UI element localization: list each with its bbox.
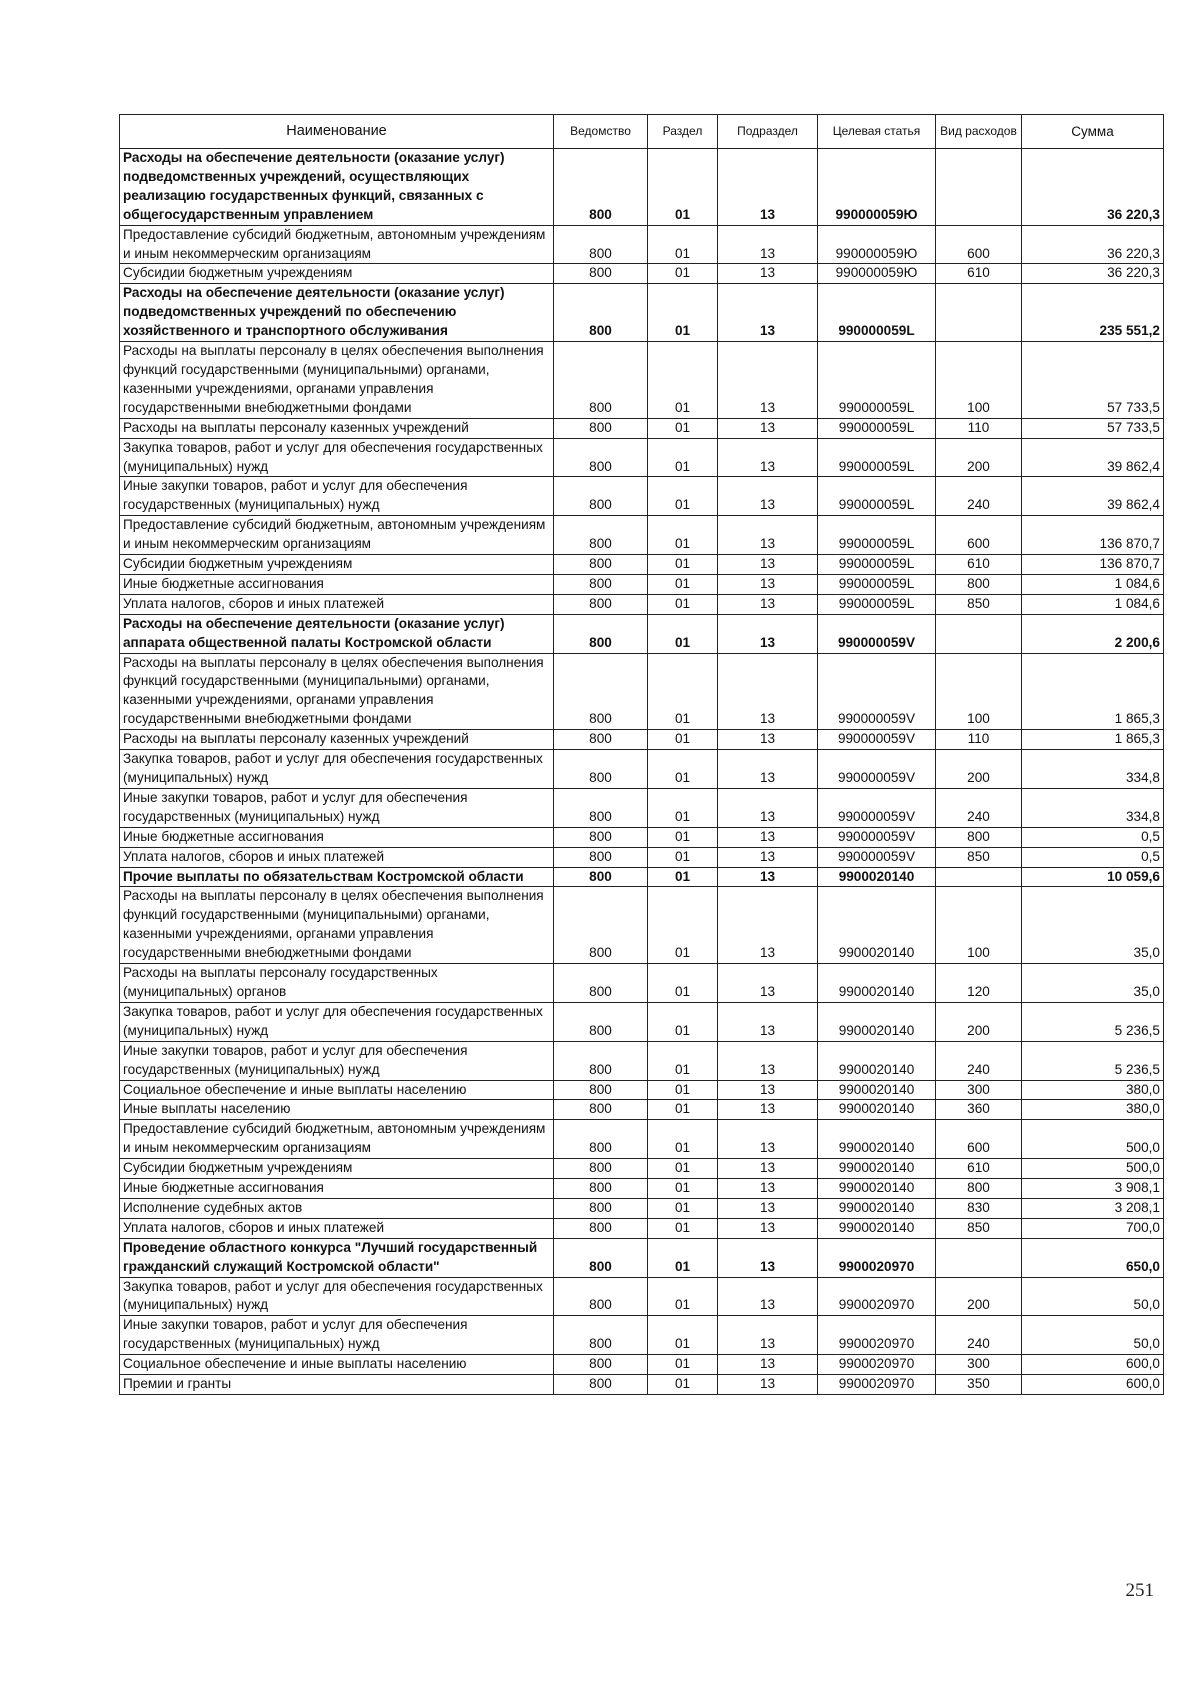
cell-name: Предоставление субсидий бюджетным, автономным учреждениям и иным некоммерческим организациям bbox=[120, 516, 554, 555]
cell-vid-rashodov: 240 bbox=[936, 1041, 1022, 1080]
cell-razdel: 01 bbox=[648, 887, 718, 964]
cell-vedomstvo: 800 bbox=[554, 750, 648, 789]
cell-razdel: 01 bbox=[648, 1100, 718, 1120]
cell-razdel: 01 bbox=[648, 418, 718, 438]
table-row bbox=[120, 1179, 1164, 1199]
cell-razdel: 01 bbox=[648, 1159, 718, 1179]
cell-razdel: 01 bbox=[648, 342, 718, 419]
cell-summa: 650,0 bbox=[1022, 1238, 1164, 1277]
cell-vedomstvo: 800 bbox=[554, 730, 648, 750]
cell-name: Субсидии бюджетным учреждениям bbox=[120, 264, 554, 284]
cell-summa: 1 865,3 bbox=[1022, 730, 1164, 750]
table-row bbox=[120, 827, 1164, 847]
cell-name: Расходы на выплаты персоналу в целях обеспечения выполнения функций государственными (муниципальными) органами, казенными учреждениями, органами управления государственными внебюджетными фондами bbox=[120, 887, 554, 964]
cell-name: Социальное обеспечение и иные выплаты населению bbox=[120, 1355, 554, 1375]
cell-razdel: 01 bbox=[648, 264, 718, 284]
cell-razdel: 01 bbox=[648, 1080, 718, 1100]
cell-name: Расходы на обеспечение деятельности (оказание услуг) подведомственных учреждений по обеспечению хозяйственного и транспортного обслуживания bbox=[120, 284, 554, 342]
cell-podrazdel: 13 bbox=[718, 1002, 818, 1041]
cell-razdel: 01 bbox=[648, 847, 718, 867]
cell-razdel: 01 bbox=[648, 1179, 718, 1199]
cell-name: Уплата налогов, сборов и иных платежей bbox=[120, 594, 554, 614]
cell-vedomstvo: 800 bbox=[554, 284, 648, 342]
cell-vedomstvo: 800 bbox=[554, 477, 648, 516]
cell-podrazdel: 13 bbox=[718, 1355, 818, 1375]
cell-podrazdel: 13 bbox=[718, 827, 818, 847]
cell-podrazdel: 13 bbox=[718, 264, 818, 284]
cell-celevaya-statya: 990000059Ю bbox=[818, 225, 936, 264]
cell-name: Закупка товаров, работ и услуг для обеспечения государственных (муниципальных) нужд bbox=[120, 1277, 554, 1316]
cell-podrazdel: 13 bbox=[718, 1316, 818, 1355]
cell-vedomstvo: 800 bbox=[554, 1355, 648, 1375]
cell-podrazdel: 13 bbox=[718, 730, 818, 750]
cell-podrazdel: 13 bbox=[718, 1159, 818, 1179]
cell-summa: 500,0 bbox=[1022, 1159, 1164, 1179]
cell-summa: 334,8 bbox=[1022, 788, 1164, 827]
cell-vedomstvo: 800 bbox=[554, 574, 648, 594]
cell-razdel: 01 bbox=[648, 1355, 718, 1375]
cell-vedomstvo: 800 bbox=[554, 1316, 648, 1355]
cell-vedomstvo: 800 bbox=[554, 1041, 648, 1080]
cell-vid-rashodov: 360 bbox=[936, 1100, 1022, 1120]
cell-name: Иные закупки товаров, работ и услуг для обеспечения государственных (муниципальных) нужд bbox=[120, 1041, 554, 1080]
header-vedomstvo: Ведомство bbox=[554, 115, 648, 149]
cell-vedomstvo: 800 bbox=[554, 1002, 648, 1041]
cell-celevaya-statya: 9900020140 bbox=[818, 1041, 936, 1080]
table-row bbox=[120, 1100, 1164, 1120]
cell-vid-rashodov: 200 bbox=[936, 438, 1022, 477]
header-razdel: Раздел bbox=[648, 115, 718, 149]
table-row bbox=[120, 653, 1164, 730]
cell-celevaya-statya: 9900020140 bbox=[818, 1120, 936, 1159]
cell-razdel: 01 bbox=[648, 555, 718, 575]
cell-celevaya-statya: 9900020140 bbox=[818, 1080, 936, 1100]
cell-celevaya-statya: 990000059V bbox=[818, 847, 936, 867]
table-row bbox=[120, 477, 1164, 516]
table-row bbox=[120, 1316, 1164, 1355]
cell-podrazdel: 13 bbox=[718, 964, 818, 1003]
cell-razdel: 01 bbox=[648, 574, 718, 594]
cell-name: Закупка товаров, работ и услуг для обеспечения государственных (муниципальных) нужд bbox=[120, 438, 554, 477]
table-row bbox=[120, 867, 1164, 887]
cell-name: Социальное обеспечение и иные выплаты населению bbox=[120, 1080, 554, 1100]
cell-podrazdel: 13 bbox=[718, 1198, 818, 1218]
cell-podrazdel: 13 bbox=[718, 149, 818, 226]
cell-vedomstvo: 800 bbox=[554, 516, 648, 555]
cell-razdel: 01 bbox=[648, 614, 718, 653]
cell-summa: 10 059,6 bbox=[1022, 867, 1164, 887]
cell-summa: 5 236,5 bbox=[1022, 1002, 1164, 1041]
table-row bbox=[120, 614, 1164, 653]
cell-name: Расходы на обеспечение деятельности (оказание услуг) подведомственных учреждений, осуществляющих реализацию государственных функций, связанных с общегосударственным управлением bbox=[120, 149, 554, 226]
cell-podrazdel: 13 bbox=[718, 1375, 818, 1395]
cell-podrazdel: 13 bbox=[718, 516, 818, 555]
cell-name: Предоставление субсидий бюджетным, автономным учреждениям и иным некоммерческим организациям bbox=[120, 225, 554, 264]
cell-summa: 380,0 bbox=[1022, 1100, 1164, 1120]
cell-vid-rashodov: 610 bbox=[936, 1159, 1022, 1179]
table-row bbox=[120, 1375, 1164, 1395]
cell-summa: 0,5 bbox=[1022, 847, 1164, 867]
cell-celevaya-statya: 9900020140 bbox=[818, 1100, 936, 1120]
cell-razdel: 01 bbox=[648, 284, 718, 342]
cell-vid-rashodov: 240 bbox=[936, 477, 1022, 516]
cell-vedomstvo: 800 bbox=[554, 788, 648, 827]
cell-name: Иные закупки товаров, работ и услуг для обеспечения государственных (муниципальных) нужд bbox=[120, 477, 554, 516]
cell-podrazdel: 13 bbox=[718, 750, 818, 789]
cell-summa: 136 870,7 bbox=[1022, 555, 1164, 575]
cell-name: Расходы на выплаты персоналу в целях обеспечения выполнения функций государственными (муниципальными) органами, казенными учреждениями, органами управления государственными внебюджетными фондами bbox=[120, 653, 554, 730]
cell-podrazdel: 13 bbox=[718, 1100, 818, 1120]
table-row bbox=[120, 847, 1164, 867]
cell-razdel: 01 bbox=[648, 1198, 718, 1218]
cell-name: Расходы на выплаты персоналу в целях обеспечения выполнения функций государственными (муниципальными) органами, казенными учреждениями, органами управления государственными внебюджетными фондами bbox=[120, 342, 554, 419]
cell-summa: 57 733,5 bbox=[1022, 342, 1164, 419]
cell-vid-rashodov: 200 bbox=[936, 1277, 1022, 1316]
cell-name: Расходы на выплаты персоналу казенных учреждений bbox=[120, 730, 554, 750]
cell-name: Иные бюджетные ассигнования bbox=[120, 574, 554, 594]
cell-vid-rashodov: 850 bbox=[936, 594, 1022, 614]
cell-vid-rashodov: 100 bbox=[936, 342, 1022, 419]
table-row bbox=[120, 264, 1164, 284]
cell-vid-rashodov: 100 bbox=[936, 887, 1022, 964]
cell-podrazdel: 13 bbox=[718, 284, 818, 342]
header-celevaya-statya: Целевая статья bbox=[818, 115, 936, 149]
cell-razdel: 01 bbox=[648, 516, 718, 555]
table-row bbox=[120, 1080, 1164, 1100]
cell-celevaya-statya: 990000059V bbox=[818, 750, 936, 789]
table-body bbox=[120, 149, 1164, 1395]
table-row bbox=[120, 887, 1164, 964]
cell-vid-rashodov: 300 bbox=[936, 1080, 1022, 1100]
cell-celevaya-statya: 9900020140 bbox=[818, 867, 936, 887]
cell-vid-rashodov: 240 bbox=[936, 1316, 1022, 1355]
page-number: 251 bbox=[1125, 1580, 1154, 1601]
table-row bbox=[120, 1218, 1164, 1238]
cell-podrazdel: 13 bbox=[718, 653, 818, 730]
cell-summa: 235 551,2 bbox=[1022, 284, 1164, 342]
cell-vedomstvo: 800 bbox=[554, 964, 648, 1003]
cell-vedomstvo: 800 bbox=[554, 149, 648, 226]
cell-podrazdel: 13 bbox=[718, 477, 818, 516]
cell-name: Субсидии бюджетным учреждениям bbox=[120, 1159, 554, 1179]
cell-podrazdel: 13 bbox=[718, 1179, 818, 1199]
header-summa: Сумма bbox=[1022, 115, 1164, 149]
cell-vedomstvo: 800 bbox=[554, 1159, 648, 1179]
table-row bbox=[120, 149, 1164, 226]
cell-summa: 50,0 bbox=[1022, 1316, 1164, 1355]
cell-vid-rashodov bbox=[936, 149, 1022, 226]
table-row bbox=[120, 750, 1164, 789]
cell-summa: 2 200,6 bbox=[1022, 614, 1164, 653]
cell-celevaya-statya: 990000059L bbox=[818, 516, 936, 555]
table-row bbox=[120, 284, 1164, 342]
cell-podrazdel: 13 bbox=[718, 887, 818, 964]
cell-name: Расходы на обеспечение деятельности (оказание услуг) аппарата общественной палаты Костромской области bbox=[120, 614, 554, 653]
cell-vedomstvo: 800 bbox=[554, 1218, 648, 1238]
cell-summa: 0,5 bbox=[1022, 827, 1164, 847]
cell-vedomstvo: 800 bbox=[554, 1100, 648, 1120]
cell-summa: 600,0 bbox=[1022, 1355, 1164, 1375]
cell-vedomstvo: 800 bbox=[554, 1080, 648, 1100]
cell-podrazdel: 13 bbox=[718, 1238, 818, 1277]
cell-podrazdel: 13 bbox=[718, 788, 818, 827]
cell-razdel: 01 bbox=[648, 225, 718, 264]
cell-razdel: 01 bbox=[648, 477, 718, 516]
cell-razdel: 01 bbox=[648, 438, 718, 477]
cell-name: Субсидии бюджетным учреждениям bbox=[120, 555, 554, 575]
cell-podrazdel: 13 bbox=[718, 574, 818, 594]
cell-celevaya-statya: 9900020140 bbox=[818, 964, 936, 1003]
cell-celevaya-statya: 990000059L bbox=[818, 574, 936, 594]
cell-celevaya-statya: 990000059L bbox=[818, 438, 936, 477]
cell-summa: 39 862,4 bbox=[1022, 477, 1164, 516]
cell-podrazdel: 13 bbox=[718, 1120, 818, 1159]
table-row bbox=[120, 225, 1164, 264]
cell-vid-rashodov: 110 bbox=[936, 418, 1022, 438]
cell-summa: 35,0 bbox=[1022, 887, 1164, 964]
table-row bbox=[120, 438, 1164, 477]
table-header-row bbox=[120, 115, 1164, 149]
cell-podrazdel: 13 bbox=[718, 1218, 818, 1238]
cell-vid-rashodov: 600 bbox=[936, 225, 1022, 264]
cell-razdel: 01 bbox=[648, 653, 718, 730]
cell-razdel: 01 bbox=[648, 1316, 718, 1355]
cell-vedomstvo: 800 bbox=[554, 555, 648, 575]
cell-vid-rashodov: 610 bbox=[936, 264, 1022, 284]
cell-razdel: 01 bbox=[648, 1120, 718, 1159]
cell-razdel: 01 bbox=[648, 788, 718, 827]
cell-vid-rashodov bbox=[936, 284, 1022, 342]
cell-name: Премии и гранты bbox=[120, 1375, 554, 1395]
table-row bbox=[120, 574, 1164, 594]
cell-vedomstvo: 800 bbox=[554, 614, 648, 653]
table-row bbox=[120, 1277, 1164, 1316]
cell-vid-rashodov: 100 bbox=[936, 653, 1022, 730]
cell-razdel: 01 bbox=[648, 964, 718, 1003]
cell-vid-rashodov: 600 bbox=[936, 1120, 1022, 1159]
cell-name: Расходы на выплаты персоналу государственных (муниципальных) органов bbox=[120, 964, 554, 1003]
cell-celevaya-statya: 990000059L bbox=[818, 342, 936, 419]
cell-celevaya-statya: 990000059L bbox=[818, 418, 936, 438]
cell-celevaya-statya: 9900020140 bbox=[818, 1159, 936, 1179]
cell-podrazdel: 13 bbox=[718, 342, 818, 419]
cell-vedomstvo: 800 bbox=[554, 847, 648, 867]
table-row bbox=[120, 788, 1164, 827]
cell-razdel: 01 bbox=[648, 594, 718, 614]
cell-vedomstvo: 800 bbox=[554, 594, 648, 614]
cell-summa: 1 865,3 bbox=[1022, 653, 1164, 730]
cell-vedomstvo: 800 bbox=[554, 438, 648, 477]
table-row bbox=[120, 1120, 1164, 1159]
cell-razdel: 01 bbox=[648, 1277, 718, 1316]
cell-celevaya-statya: 990000059Ю bbox=[818, 149, 936, 226]
table-row bbox=[120, 516, 1164, 555]
cell-vid-rashodov: 610 bbox=[936, 555, 1022, 575]
cell-celevaya-statya: 990000059Ю bbox=[818, 264, 936, 284]
cell-razdel: 01 bbox=[648, 730, 718, 750]
cell-summa: 36 220,3 bbox=[1022, 264, 1164, 284]
cell-vid-rashodov: 800 bbox=[936, 1179, 1022, 1199]
cell-summa: 1 084,6 bbox=[1022, 594, 1164, 614]
cell-vedomstvo: 800 bbox=[554, 1277, 648, 1316]
cell-celevaya-statya: 990000059V bbox=[818, 653, 936, 730]
cell-summa: 600,0 bbox=[1022, 1375, 1164, 1395]
cell-celevaya-statya: 9900020970 bbox=[818, 1316, 936, 1355]
cell-razdel: 01 bbox=[648, 1041, 718, 1080]
cell-summa: 334,8 bbox=[1022, 750, 1164, 789]
cell-podrazdel: 13 bbox=[718, 418, 818, 438]
cell-celevaya-statya: 990000059V bbox=[818, 614, 936, 653]
table-row bbox=[120, 555, 1164, 575]
table-row bbox=[120, 1041, 1164, 1080]
cell-name: Иные бюджетные ассигнования bbox=[120, 827, 554, 847]
cell-vedomstvo: 800 bbox=[554, 1198, 648, 1218]
cell-name: Иные закупки товаров, работ и услуг для обеспечения государственных (муниципальных) нужд bbox=[120, 788, 554, 827]
cell-name: Проведение областного конкурса "Лучший государственный гражданский служащий Костромской области" bbox=[120, 1238, 554, 1277]
cell-vedomstvo: 800 bbox=[554, 1179, 648, 1199]
cell-summa: 700,0 bbox=[1022, 1218, 1164, 1238]
cell-summa: 500,0 bbox=[1022, 1120, 1164, 1159]
cell-vid-rashodov: 830 bbox=[936, 1198, 1022, 1218]
cell-razdel: 01 bbox=[648, 1218, 718, 1238]
table-row bbox=[120, 1159, 1164, 1179]
cell-summa: 50,0 bbox=[1022, 1277, 1164, 1316]
cell-vid-rashodov: 300 bbox=[936, 1355, 1022, 1375]
cell-name: Прочие выплаты по обязательствам Костромской области bbox=[120, 867, 554, 887]
cell-vid-rashodov bbox=[936, 614, 1022, 653]
cell-name: Закупка товаров, работ и услуг для обеспечения государственных (муниципальных) нужд bbox=[120, 1002, 554, 1041]
cell-celevaya-statya: 9900020970 bbox=[818, 1355, 936, 1375]
cell-podrazdel: 13 bbox=[718, 555, 818, 575]
cell-razdel: 01 bbox=[648, 827, 718, 847]
cell-vid-rashodov: 850 bbox=[936, 1218, 1022, 1238]
cell-summa: 39 862,4 bbox=[1022, 438, 1164, 477]
cell-razdel: 01 bbox=[648, 750, 718, 789]
cell-celevaya-statya: 9900020140 bbox=[818, 1179, 936, 1199]
table-row bbox=[120, 418, 1164, 438]
cell-name: Уплата налогов, сборов и иных платежей bbox=[120, 847, 554, 867]
cell-name: Уплата налогов, сборов и иных платежей bbox=[120, 1218, 554, 1238]
table-row bbox=[120, 964, 1164, 1003]
cell-vedomstvo: 800 bbox=[554, 887, 648, 964]
cell-name: Расходы на выплаты персоналу казенных учреждений bbox=[120, 418, 554, 438]
cell-summa: 1 084,6 bbox=[1022, 574, 1164, 594]
cell-podrazdel: 13 bbox=[718, 1277, 818, 1316]
table-row bbox=[120, 1198, 1164, 1218]
cell-vid-rashodov: 350 bbox=[936, 1375, 1022, 1395]
cell-celevaya-statya: 990000059L bbox=[818, 594, 936, 614]
cell-vid-rashodov: 200 bbox=[936, 750, 1022, 789]
cell-vedomstvo: 800 bbox=[554, 1238, 648, 1277]
cell-name: Иные выплаты населению bbox=[120, 1100, 554, 1120]
cell-name: Предоставление субсидий бюджетным, автономным учреждениям и иным некоммерческим организациям bbox=[120, 1120, 554, 1159]
cell-summa: 380,0 bbox=[1022, 1080, 1164, 1100]
cell-vid-rashodov: 120 bbox=[936, 964, 1022, 1003]
cell-summa: 35,0 bbox=[1022, 964, 1164, 1003]
header-vid-rashodov: Вид расходов bbox=[936, 115, 1022, 149]
cell-podrazdel: 13 bbox=[718, 867, 818, 887]
header-name: Наименование bbox=[120, 115, 554, 149]
cell-podrazdel: 13 bbox=[718, 1080, 818, 1100]
cell-podrazdel: 13 bbox=[718, 614, 818, 653]
cell-name: Исполнение судебных актов bbox=[120, 1198, 554, 1218]
cell-summa: 5 236,5 bbox=[1022, 1041, 1164, 1080]
cell-vedomstvo: 800 bbox=[554, 264, 648, 284]
cell-name: Закупка товаров, работ и услуг для обеспечения государственных (муниципальных) нужд bbox=[120, 750, 554, 789]
cell-vedomstvo: 800 bbox=[554, 418, 648, 438]
cell-celevaya-statya: 9900020970 bbox=[818, 1375, 936, 1395]
table-row bbox=[120, 342, 1164, 419]
cell-summa: 36 220,3 bbox=[1022, 225, 1164, 264]
table-row bbox=[120, 730, 1164, 750]
cell-razdel: 01 bbox=[648, 1375, 718, 1395]
cell-razdel: 01 bbox=[648, 1238, 718, 1277]
cell-summa: 36 220,3 bbox=[1022, 149, 1164, 226]
cell-vedomstvo: 800 bbox=[554, 1120, 648, 1159]
cell-celevaya-statya: 9900020970 bbox=[818, 1238, 936, 1277]
cell-name: Иные бюджетные ассигнования bbox=[120, 1179, 554, 1199]
cell-celevaya-statya: 990000059L bbox=[818, 555, 936, 575]
cell-summa: 3 208,1 bbox=[1022, 1198, 1164, 1218]
cell-summa: 3 908,1 bbox=[1022, 1179, 1164, 1199]
budget-table bbox=[119, 114, 1164, 1395]
cell-celevaya-statya: 9900020970 bbox=[818, 1277, 936, 1316]
cell-name: Иные закупки товаров, работ и услуг для обеспечения государственных (муниципальных) нужд bbox=[120, 1316, 554, 1355]
cell-vid-rashodov: 600 bbox=[936, 516, 1022, 555]
cell-vid-rashodov: 200 bbox=[936, 1002, 1022, 1041]
table-row bbox=[120, 594, 1164, 614]
cell-vid-rashodov: 110 bbox=[936, 730, 1022, 750]
cell-vedomstvo: 800 bbox=[554, 1375, 648, 1395]
cell-vid-rashodov: 800 bbox=[936, 827, 1022, 847]
cell-podrazdel: 13 bbox=[718, 1041, 818, 1080]
cell-vedomstvo: 800 bbox=[554, 342, 648, 419]
cell-vedomstvo: 800 bbox=[554, 653, 648, 730]
cell-vid-rashodov: 800 bbox=[936, 574, 1022, 594]
cell-celevaya-statya: 990000059L bbox=[818, 284, 936, 342]
cell-vedomstvo: 800 bbox=[554, 867, 648, 887]
cell-celevaya-statya: 9900020140 bbox=[818, 887, 936, 964]
table-row bbox=[120, 1355, 1164, 1375]
table-row bbox=[120, 1238, 1164, 1277]
cell-vid-rashodov: 850 bbox=[936, 847, 1022, 867]
cell-podrazdel: 13 bbox=[718, 438, 818, 477]
cell-podrazdel: 13 bbox=[718, 225, 818, 264]
cell-celevaya-statya: 990000059V bbox=[818, 827, 936, 847]
cell-celevaya-statya: 990000059V bbox=[818, 730, 936, 750]
cell-celevaya-statya: 9900020140 bbox=[818, 1002, 936, 1041]
cell-razdel: 01 bbox=[648, 1002, 718, 1041]
cell-summa: 136 870,7 bbox=[1022, 516, 1164, 555]
cell-vedomstvo: 800 bbox=[554, 827, 648, 847]
cell-celevaya-statya: 9900020140 bbox=[818, 1198, 936, 1218]
cell-vid-rashodov bbox=[936, 1238, 1022, 1277]
cell-vid-rashodov bbox=[936, 867, 1022, 887]
cell-celevaya-statya: 9900020140 bbox=[818, 1218, 936, 1238]
cell-podrazdel: 13 bbox=[718, 847, 818, 867]
header-podrazdel: Подраздел bbox=[718, 115, 818, 149]
cell-celevaya-statya: 990000059L bbox=[818, 477, 936, 516]
cell-razdel: 01 bbox=[648, 149, 718, 226]
cell-podrazdel: 13 bbox=[718, 594, 818, 614]
cell-summa: 57 733,5 bbox=[1022, 418, 1164, 438]
table-row bbox=[120, 1002, 1164, 1041]
cell-vid-rashodov: 240 bbox=[936, 788, 1022, 827]
cell-celevaya-statya: 990000059V bbox=[818, 788, 936, 827]
cell-razdel: 01 bbox=[648, 867, 718, 887]
cell-vedomstvo: 800 bbox=[554, 225, 648, 264]
